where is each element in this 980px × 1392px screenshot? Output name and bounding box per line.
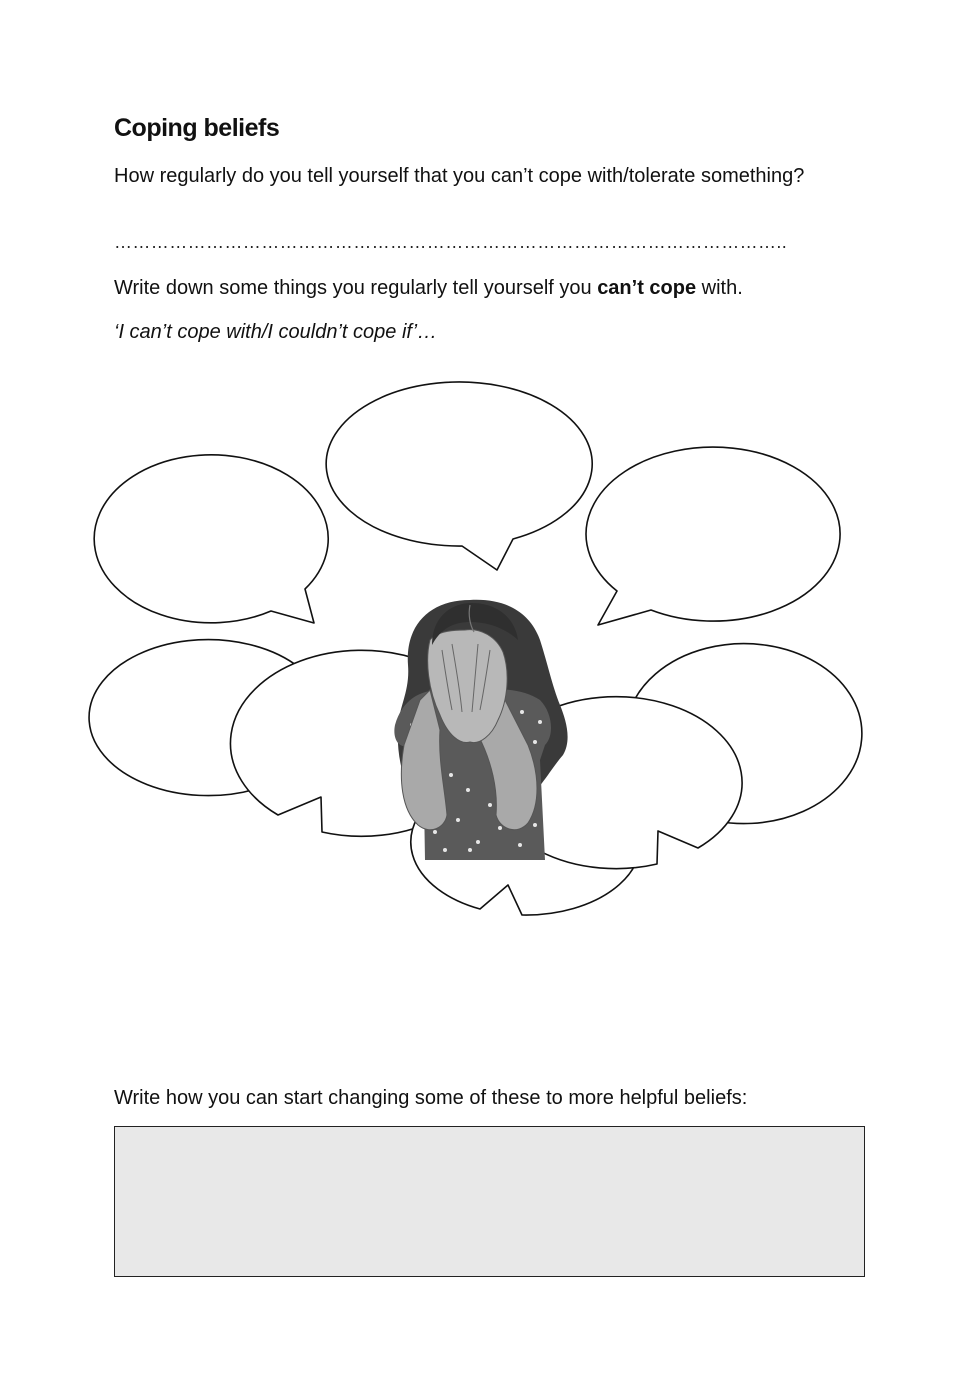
- speech-bubble-upper-right[interactable]: [586, 447, 840, 625]
- frequency-question: How regularly do you tell yourself that you can’t cope with/tolerate something?: [114, 165, 805, 187]
- speech-bubble-top[interactable]: [326, 382, 592, 570]
- answer-dotted-line[interactable]: ………………………………………………………………………………………………..: [114, 232, 788, 252]
- page-title: Coping beliefs: [114, 114, 280, 142]
- instruction-before: Write down some things you regularly tell yourself you: [114, 277, 598, 299]
- instruction-after: with.: [696, 277, 743, 299]
- followup-instruction: Write how you can start changing some of these to more helpful beliefs:: [114, 1087, 748, 1109]
- speech-bubble-upper-left[interactable]: [94, 455, 328, 623]
- instruction-emphasis: can’t cope: [597, 277, 697, 299]
- person-covering-face-icon: [394, 600, 567, 860]
- sentence-starter-prompt: ‘I can’t cope with/I couldn’t cope if’…: [114, 321, 438, 343]
- helpful-beliefs-answer-box[interactable]: [114, 1126, 865, 1277]
